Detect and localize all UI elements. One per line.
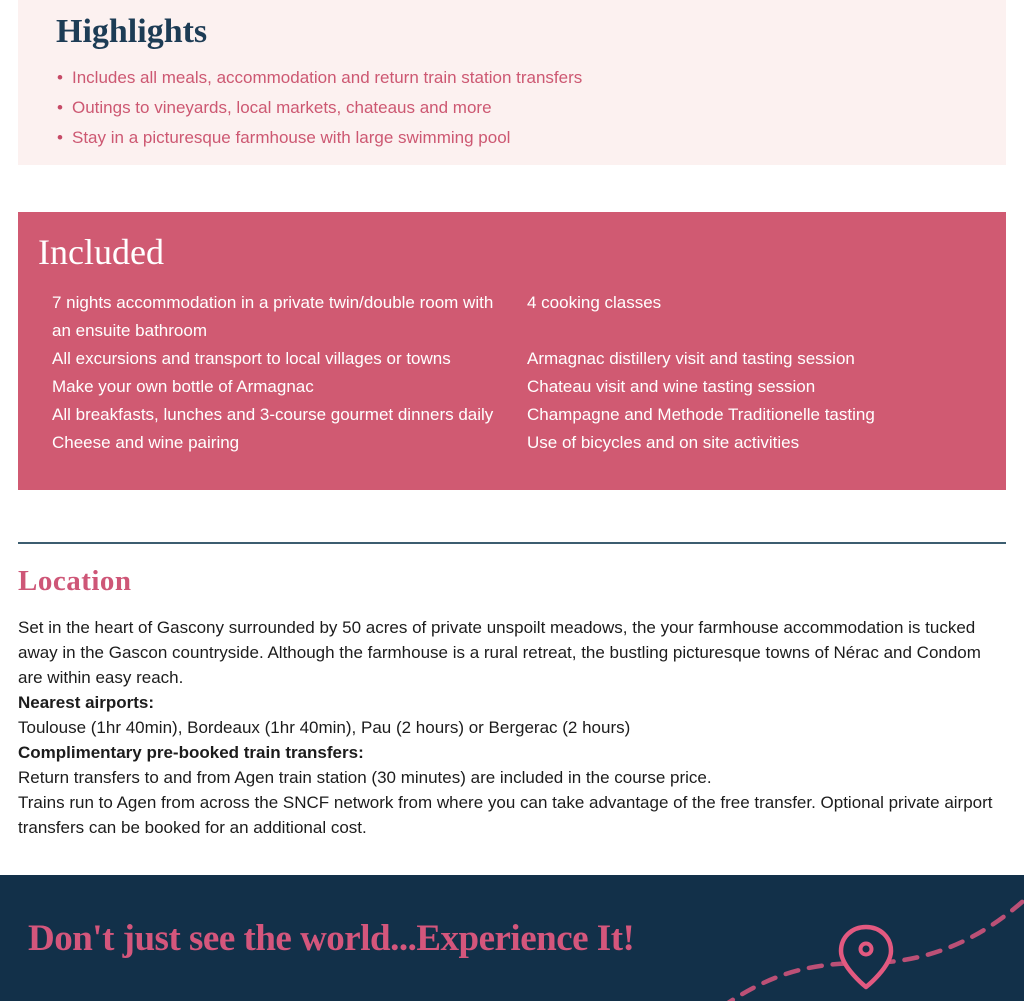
transfers-label: Complimentary pre-booked train transfers: xyxy=(18,742,364,762)
included-item: Armagnac distillery visit and tasting session xyxy=(527,349,855,369)
included-item: Chateau visit and wine tasting session xyxy=(527,377,816,397)
footer-tagline: Don't just see the world...Experience It! xyxy=(28,918,635,959)
airports-list: Toulouse (1hr 40min), Bordeaux (1hr 40min), Pau (2 hours) or Bergerac (2 hours) xyxy=(18,717,631,737)
location-section xyxy=(18,544,1006,840)
included-item: Cheese and wine pairing xyxy=(52,433,240,453)
location-title: Location xyxy=(18,565,132,597)
included-item: All excursions and transport to local villages or towns xyxy=(52,349,451,369)
highlight-item: • Stay in a picturesque farmhouse with large swimming pool xyxy=(72,129,968,146)
included-item: 7 nights accommodation in a private twin/double room with an ensuite bathroom xyxy=(52,293,494,341)
included-item: 4 cooking classes xyxy=(527,293,662,313)
included-section xyxy=(18,212,1006,490)
airports-label: Nearest airports: xyxy=(18,692,155,712)
transfers-detail-2: Trains run to Agen from across the SNCF network from where you can take advantage of the free transfer. Optional private airport transfers can be booked for an additional cost. xyxy=(18,792,993,837)
footer-banner xyxy=(0,875,1024,1001)
highlights-list xyxy=(56,69,968,146)
included-title: Included xyxy=(38,232,164,272)
transfers-detail-1: Return transfers to and from Agen train station (30 minutes) are included in the course price. xyxy=(18,767,712,787)
included-item: Champagne and Methode Traditionelle tasting xyxy=(527,405,875,425)
included-item: Use of bicycles and on site activities xyxy=(527,433,800,453)
location-intro: Set in the heart of Gascony surrounded by 50 acres of private unspoilt meadows, the your farmhouse accommodation is tucked away in the Gascon countryside. Although the farmhouse is a rural retreat, the bustling picturesque towns of Nérac and Condom are within easy reach. xyxy=(18,617,981,687)
highlight-item: • Includes all meals, accommodation and return train station transfers xyxy=(72,69,968,86)
included-grid xyxy=(52,289,972,457)
included-item: Make your own bottle of Armagnac xyxy=(52,377,314,397)
highlight-item: • Outings to vineyards, local markets, chateaus and more xyxy=(72,99,968,116)
location-pin-icon xyxy=(694,875,1024,1001)
highlights-title: Highlights xyxy=(56,13,208,50)
highlights-section xyxy=(18,0,1006,165)
included-item: All breakfasts, lunches and 3-course gourmet dinners daily xyxy=(52,405,494,425)
